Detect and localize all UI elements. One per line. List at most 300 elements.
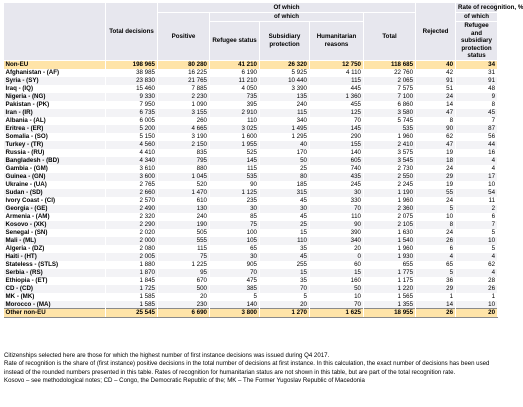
cell-value: 26: [416, 309, 456, 318]
cell-value: 230: [158, 301, 210, 309]
cell-value: 6: [416, 245, 456, 253]
cell-value: 10: [456, 301, 498, 309]
cell-value: 1 630: [364, 229, 416, 237]
cell-value: 4: [456, 269, 498, 277]
cell-value: 8: [456, 101, 498, 109]
table-row: [4, 109, 498, 117]
cell-value: 2 020: [106, 229, 158, 237]
table-row: [4, 101, 498, 109]
cell-value: 30: [210, 205, 260, 213]
table-row: [4, 197, 498, 205]
cell-value: 4 340: [106, 157, 158, 165]
table-row: [4, 245, 498, 253]
cell-value: 235: [210, 197, 260, 205]
cell-value: 91: [456, 77, 498, 85]
cell-value: 1 725: [106, 285, 158, 293]
cell-value: 40: [260, 141, 310, 149]
footnotes: [4, 352, 496, 385]
cell-value: 91: [416, 77, 456, 85]
cell-value: 24: [416, 93, 456, 101]
cell-value: 80: [260, 173, 310, 181]
cell-value: 1 585: [106, 301, 158, 309]
table-header: [4, 3, 523, 61]
cell-value: 70: [210, 269, 260, 277]
cell-value: 14: [416, 301, 456, 309]
row-label: Senegal - (SN): [4, 229, 106, 237]
cell-value: 10: [456, 237, 498, 245]
cell-value: 1 270: [260, 309, 310, 318]
cell-value: 655: [364, 261, 416, 269]
cell-value: 905: [210, 261, 260, 269]
cell-value: 500: [158, 285, 210, 293]
cell-value: 445: [310, 85, 364, 93]
header-total-decisions: Total decisions: [106, 3, 158, 61]
cell-value: 125: [310, 109, 364, 117]
cell-value: 56: [456, 133, 498, 141]
cell-value: 15: [260, 229, 310, 237]
cell-value: 115: [210, 165, 260, 173]
cell-value: 90: [210, 181, 260, 189]
cell-value: 110: [310, 213, 364, 221]
header-rejected: Rejected: [416, 3, 456, 61]
cell-value: 245: [310, 181, 364, 189]
cell-value: 4 410: [106, 149, 158, 157]
cell-value: 10: [416, 213, 456, 221]
cell-value: 6: [456, 213, 498, 221]
cell-value: 25: [260, 165, 310, 173]
cell-value: 3 155: [158, 109, 210, 117]
cell-value: 115: [158, 245, 210, 253]
cell-value: 1 090: [158, 101, 210, 109]
cell-value: 1: [416, 293, 456, 301]
cell-value: 835: [158, 149, 210, 157]
cell-value: 2 105: [364, 221, 416, 229]
cell-value: 75: [158, 253, 210, 261]
cell-value: 190: [158, 221, 210, 229]
cell-value: 3 575: [364, 149, 416, 157]
cell-value: 7: [456, 117, 498, 125]
row-label: Albania - (AL): [4, 117, 106, 125]
cell-value: 2 245: [364, 181, 416, 189]
cell-value: 42: [416, 69, 456, 77]
table-row: [4, 237, 498, 245]
cell-value: 1 565: [364, 293, 416, 301]
cell-value: 30: [260, 205, 310, 213]
cell-value: 26: [416, 237, 456, 245]
cell-value: 3 610: [106, 165, 158, 173]
cell-value: 5: [456, 245, 498, 253]
cell-value: 25 545: [106, 309, 158, 318]
row-label: Guinea - (GN): [4, 173, 106, 181]
table-row: [4, 229, 498, 237]
cell-value: 9 330: [106, 93, 158, 101]
cell-value: 7 950: [106, 101, 158, 109]
cell-value: 4 050: [210, 85, 260, 93]
table-row: [4, 85, 498, 93]
cell-value: 50: [310, 285, 364, 293]
cell-value: 130: [158, 205, 210, 213]
cell-value: 6 690: [158, 309, 210, 318]
cell-value: 90: [310, 221, 364, 229]
table-row: [4, 133, 498, 141]
cell-value: 3 800: [210, 309, 260, 318]
cell-value: 2 290: [106, 221, 158, 229]
cell-value: 2 230: [158, 93, 210, 101]
cell-value: 2 075: [364, 213, 416, 221]
row-label: Algeria - (DZ): [4, 245, 106, 253]
cell-value: 1 585: [106, 293, 158, 301]
cell-value: 15: [310, 269, 364, 277]
cell-value: 240: [260, 101, 310, 109]
cell-value: 3 025: [210, 125, 260, 133]
cell-value: 435: [310, 173, 364, 181]
cell-value: 2 410: [364, 141, 416, 149]
cell-value: 2 080: [106, 245, 158, 253]
cell-value: 87: [456, 125, 498, 133]
cell-value: 17: [456, 173, 498, 181]
cell-value: 4 560: [106, 141, 158, 149]
cell-value: 29: [416, 285, 456, 293]
table-row: [4, 213, 498, 221]
cell-value: 1 845: [106, 277, 158, 285]
cell-value: 1 880: [106, 261, 158, 269]
cell-value: 2 550: [364, 173, 416, 181]
cell-value: 7 575: [364, 85, 416, 93]
cell-value: 5 150: [106, 133, 158, 141]
cell-value: 3 580: [364, 109, 416, 117]
cell-value: 75: [210, 221, 260, 229]
cell-value: 85: [210, 213, 260, 221]
row-label: Turkey - (TR): [4, 141, 106, 149]
cell-value: 1 175: [364, 277, 416, 285]
cell-value: 60: [310, 261, 364, 269]
cell-value: 45: [260, 253, 310, 261]
cell-value: 38 985: [106, 69, 158, 77]
cell-value: 7: [456, 221, 498, 229]
cell-value: 1 775: [364, 269, 416, 277]
cell-value: 260: [158, 117, 210, 125]
cell-value: 240: [158, 213, 210, 221]
table-body: [4, 60, 498, 317]
summary-row-non-eu: [4, 60, 498, 68]
cell-value: 670: [158, 277, 210, 285]
header-subsidiary-protection: Subsidiary protection: [260, 22, 310, 61]
table-row: [4, 165, 498, 173]
row-label: Non-EU: [4, 60, 106, 68]
cell-value: 19: [416, 181, 456, 189]
cell-value: 24: [416, 229, 456, 237]
cell-value: 6 005: [106, 117, 158, 125]
cell-value: 2 360: [364, 205, 416, 213]
cell-value: 2 005: [106, 253, 158, 261]
cell-value: 2 150: [158, 141, 210, 149]
cell-value: 25: [260, 221, 310, 229]
cell-value: 115: [260, 109, 310, 117]
row-label: Afghanistan - (AF): [4, 69, 106, 77]
header-citizenship-empty: [4, 3, 106, 61]
cell-value: 3 545: [364, 157, 416, 165]
table-row: [4, 77, 498, 85]
cell-value: 475: [210, 277, 260, 285]
cell-value: 5: [456, 229, 498, 237]
cell-value: 1 600: [210, 133, 260, 141]
row-label: Morocco - (MA): [4, 301, 106, 309]
cell-value: 605: [310, 157, 364, 165]
cell-value: 45: [260, 213, 310, 221]
cell-value: 36: [416, 277, 456, 285]
cell-value: 2 910: [210, 109, 260, 117]
header-refugee-status: Refugee status: [210, 22, 260, 61]
cell-value: 7 885: [158, 85, 210, 93]
cell-value: 1 045: [158, 173, 210, 181]
cell-value: 31: [456, 69, 498, 77]
cell-value: 390: [310, 229, 364, 237]
cell-value: 1 960: [364, 245, 416, 253]
cell-value: 6 860: [364, 101, 416, 109]
cell-value: 9: [456, 93, 498, 101]
cell-value: 29: [416, 173, 456, 181]
row-label: Sudan - (SD): [4, 189, 106, 197]
row-label: Kosovo - (XK): [4, 221, 106, 229]
cell-value: 11 210: [210, 77, 260, 85]
cell-value: 70: [310, 205, 364, 213]
header-rate-of-recognition: Rate of recognition, %: [456, 3, 498, 13]
table-row: [4, 293, 498, 301]
header-positive: Positive: [158, 13, 210, 61]
table-row: [4, 69, 498, 77]
cell-value: 51: [416, 85, 456, 93]
cell-value: 6 190: [210, 69, 260, 77]
cell-value: 455: [310, 101, 364, 109]
cell-value: 8: [416, 117, 456, 125]
cell-value: 1 220: [364, 285, 416, 293]
cell-value: 54: [456, 189, 498, 197]
cell-value: 20: [260, 301, 310, 309]
cell-value: 3 390: [260, 85, 310, 93]
row-label: Pakistan - (PK): [4, 101, 106, 109]
cell-value: 35: [260, 277, 310, 285]
cell-value: 315: [260, 189, 310, 197]
header-refugee-and-subsidiary: Refugee and subsidiary protection status: [456, 22, 498, 61]
cell-value: 3 600: [106, 173, 158, 181]
cell-value: 12 750: [310, 60, 364, 68]
cell-value: 2 765: [106, 181, 158, 189]
cell-value: 185: [260, 181, 310, 189]
header-humanitarian-reasons: Humanitarian reasons: [310, 22, 364, 61]
cell-value: 45: [456, 109, 498, 117]
cell-value: 15: [260, 269, 310, 277]
cell-value: 1 955: [210, 141, 260, 149]
row-label: Russia - (RU): [4, 149, 106, 157]
cell-value: 4 665: [158, 125, 210, 133]
cell-value: 1 360: [310, 93, 364, 101]
cell-value: 20: [310, 245, 364, 253]
cell-value: 95: [158, 269, 210, 277]
row-label: MK - (MK): [4, 293, 106, 301]
cell-value: 110: [210, 117, 260, 125]
cell-value: 62: [416, 133, 456, 141]
cell-value: 30: [310, 189, 364, 197]
table-row: [4, 149, 498, 157]
cell-value: 140: [210, 301, 260, 309]
table-row: [4, 141, 498, 149]
cell-value: 22 760: [364, 69, 416, 77]
footnote-rate-definition: Rate of recognition is the share of (first instance) positive decisions in the total number of decisions at first instance. In this calculation, the exact number of decisions has been used instead of the rounded numbers presented in this table. Rates of recognition for humanitarian status are not shown in this table, but are part of the total recognition rate.: [4, 360, 490, 376]
cell-value: 5: [416, 269, 456, 277]
cell-value: 8: [416, 221, 456, 229]
cell-value: 24: [416, 165, 456, 173]
row-label: Iraq - (IQ): [4, 85, 106, 93]
cell-value: 30: [210, 253, 260, 261]
cell-value: 35: [260, 245, 310, 253]
cell-value: 5 200: [106, 125, 158, 133]
cell-value: 26: [456, 285, 498, 293]
cell-value: 535: [364, 125, 416, 133]
cell-value: 2 570: [106, 197, 158, 205]
table-row: [4, 261, 498, 269]
header-rate-total: Total: [364, 13, 416, 61]
cell-value: 18 955: [364, 309, 416, 318]
header-of-which: Of which: [158, 3, 416, 13]
cell-value: 50: [260, 157, 310, 165]
cell-value: 48: [456, 85, 498, 93]
row-label: Other non-EU: [4, 309, 106, 318]
table-row: [4, 285, 498, 293]
cell-value: 41 210: [210, 60, 260, 68]
row-label: Armenia - (AM): [4, 213, 106, 221]
cell-value: 170: [260, 149, 310, 157]
cell-value: 80 280: [158, 60, 210, 68]
cell-value: 340: [260, 117, 310, 125]
table-row: [4, 277, 498, 285]
row-label: Haiti - (HT): [4, 253, 106, 261]
cell-value: 1: [456, 293, 498, 301]
cell-value: 4: [456, 253, 498, 261]
table-row: [4, 117, 498, 125]
cell-value: 16: [456, 149, 498, 157]
row-label: Ivory Coast - (CI): [4, 197, 106, 205]
cell-value: 290: [310, 133, 364, 141]
cell-value: 1 355: [364, 301, 416, 309]
cell-value: 21 765: [158, 77, 210, 85]
cell-value: 2: [456, 205, 498, 213]
cell-value: 2 065: [364, 77, 416, 85]
cell-value: 5: [260, 293, 310, 301]
cell-value: 100: [210, 229, 260, 237]
cell-value: 18: [416, 157, 456, 165]
table-row: [4, 157, 498, 165]
row-label: Mali - (ML): [4, 237, 106, 245]
cell-value: 1 470: [158, 189, 210, 197]
cell-value: 0: [310, 253, 364, 261]
cell-value: 610: [158, 197, 210, 205]
cell-value: 23 830: [106, 77, 158, 85]
table-row: [4, 173, 498, 181]
cell-value: 90: [416, 125, 456, 133]
cell-value: 1 625: [310, 309, 364, 318]
cell-value: 20: [456, 309, 498, 318]
cell-value: 118 685: [364, 60, 416, 68]
cell-value: 2 730: [364, 165, 416, 173]
cell-value: 1 295: [260, 133, 310, 141]
cell-value: 45: [260, 197, 310, 205]
row-label: Syria - (SY): [4, 77, 106, 85]
cell-value: 2 490: [106, 205, 158, 213]
cell-value: 145: [310, 125, 364, 133]
table-row: [4, 181, 498, 189]
cell-value: 505: [158, 229, 210, 237]
cell-value: 135: [260, 93, 310, 101]
cell-value: 34: [456, 60, 498, 68]
cell-value: 115: [310, 77, 364, 85]
row-label: Stateless - (STLS): [4, 261, 106, 269]
cell-value: 47: [416, 141, 456, 149]
cell-value: 28: [456, 277, 498, 285]
cell-value: 1 495: [260, 125, 310, 133]
cell-value: 1 870: [106, 269, 158, 277]
cell-value: 55: [416, 189, 456, 197]
cell-value: 1 540: [364, 237, 416, 245]
cell-value: 65: [416, 261, 456, 269]
cell-value: 340: [310, 237, 364, 245]
table-row: [4, 125, 498, 133]
cell-value: 24: [416, 197, 456, 205]
row-label: Somalia - (SO): [4, 133, 106, 141]
cell-value: 10: [456, 181, 498, 189]
row-label: Ethiopia - (ET): [4, 277, 106, 285]
cell-value: 155: [310, 141, 364, 149]
row-label: Eritrea - (ER): [4, 125, 106, 133]
cell-value: 10: [310, 293, 364, 301]
cell-value: 525: [210, 149, 260, 157]
cell-value: 145: [210, 157, 260, 165]
cell-value: 795: [158, 157, 210, 165]
cell-value: 47: [416, 109, 456, 117]
cell-value: 2 660: [106, 189, 158, 197]
table-row: [4, 301, 498, 309]
row-label: Nigeria - (NG): [4, 93, 106, 101]
cell-value: 4 110: [310, 69, 364, 77]
cell-value: 70: [260, 285, 310, 293]
row-label: CD - (CD): [4, 285, 106, 293]
cell-value: 44: [456, 141, 498, 149]
cell-value: 1 960: [364, 197, 416, 205]
row-label: Bangladesh - (BD): [4, 157, 106, 165]
summary-row-other-non-eu: [4, 309, 498, 318]
row-label: Iran - (IR): [4, 109, 106, 117]
cell-value: 14: [416, 101, 456, 109]
cell-value: 110: [260, 237, 310, 245]
row-label: Serbia - (RS): [4, 269, 106, 277]
cell-value: 2 320: [106, 213, 158, 221]
cell-value: 1 960: [364, 133, 416, 141]
row-label: Gambia - (GM): [4, 165, 106, 173]
cell-value: 5 925: [260, 69, 310, 77]
cell-value: 15 460: [106, 85, 158, 93]
cell-value: 330: [310, 197, 364, 205]
table-row: [4, 189, 498, 197]
cell-value: 7 100: [364, 93, 416, 101]
cell-value: 65: [210, 245, 260, 253]
cell-value: 10 440: [260, 77, 310, 85]
cell-value: 16 225: [158, 69, 210, 77]
cell-value: 3 190: [158, 133, 210, 141]
footnote-abbreviations: Kosovo – see methodological notes; CD – Congo, the Democratic Republic of the; MK – The Former Yugoslav Republic of Macedonia: [4, 376, 365, 384]
cell-value: 4: [416, 253, 456, 261]
cell-value: 26 320: [260, 60, 310, 68]
cell-value: 5: [210, 293, 260, 301]
cell-value: 40: [416, 60, 456, 68]
